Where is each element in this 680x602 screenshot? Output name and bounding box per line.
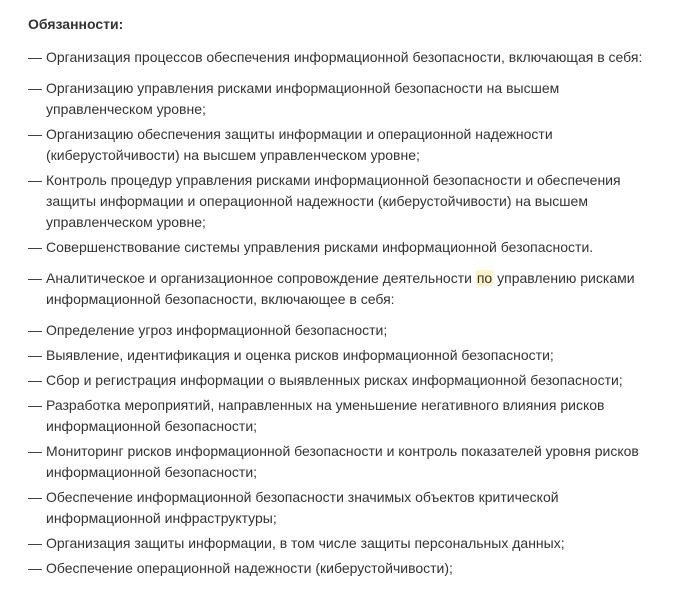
dash-bullet: — (28, 535, 42, 551)
dash-bullet: — (28, 322, 42, 338)
dash-bullet: — (28, 239, 42, 255)
list-item-text: Организацию обеспечения защиты информации и операционной надежности (киберустойчивости) на высшем управленческом уровне; (46, 126, 553, 163)
list-item (28, 533, 660, 554)
list-item-text: Сбор и регистрация информации о выявленных рисках информационной безопасности; (46, 372, 623, 388)
dash-bullet: — (28, 560, 42, 576)
dash-bullet: — (28, 489, 42, 505)
dash-bullet: — (28, 372, 42, 388)
list-item-text: Выявление, идентификация и оценка рисков информационной безопасности; (46, 347, 554, 363)
list-item (28, 395, 660, 437)
list-item-text: Разработка мероприятий, направленных на уменьшение негативного влияния рисков информационной безопасности; (46, 397, 605, 434)
list-item-text: Совершенствование системы управления рисками информационной безопасности. (46, 239, 594, 255)
list-item-text: Контроль процедур управления рисками информационной безопасности и обеспечения защиты информации и операционной надежности (киберустойчивости) на высшем управленческом уровне; (46, 172, 621, 230)
dash-bullet: — (28, 397, 42, 413)
list-item-text: Организация процессов обеспечения информационной безопасности, включающая в себя: (46, 49, 643, 65)
list-item-text: Определение угроз информационной безопасности; (46, 322, 388, 338)
list-item-text: Организацию управления рисками информационной безопасности на высшем управленческом уровне; (46, 80, 560, 117)
dash-bullet: — (28, 443, 42, 459)
list-item-text: Обеспечение операционной надежности (киберустойчивости); (46, 560, 453, 576)
list-item (28, 320, 660, 341)
list-item (28, 370, 660, 391)
dash-bullet: — (28, 49, 42, 65)
dash-bullet: — (28, 172, 42, 188)
list-item-text-part: управлению рисками информационной безопасности, включающее в себя: (46, 270, 635, 307)
list-item (28, 237, 660, 258)
list-item (28, 268, 660, 310)
dash-bullet: — (28, 80, 42, 96)
dash-bullet: — (28, 347, 42, 363)
list-item-text-part: Аналитическое и организационное сопровождение деятельности (46, 270, 476, 286)
list-item (28, 558, 660, 579)
list-item-text: Мониторинг рисков информационной безопасности и контроль показателей уровня рисков информационной безопасности; (46, 443, 639, 480)
list-item (28, 345, 660, 366)
list-item-text: Организация защиты информации, в том числе защиты персональных данных; (46, 535, 565, 551)
list-item (28, 124, 660, 166)
list-item (28, 487, 660, 529)
dash-bullet: — (28, 270, 42, 286)
section-title: Обязанности: (28, 16, 124, 32)
highlighted-word: по (476, 270, 493, 286)
list-item (28, 170, 660, 233)
dash-bullet: — (28, 126, 42, 142)
list-item-text (46, 268, 660, 310)
list-item (28, 441, 660, 483)
list-item-text: Обеспечение информационной безопасности значимых объектов критической информационной инфраструктуры; (46, 489, 559, 526)
list-item (28, 78, 660, 120)
list-item (28, 47, 660, 68)
